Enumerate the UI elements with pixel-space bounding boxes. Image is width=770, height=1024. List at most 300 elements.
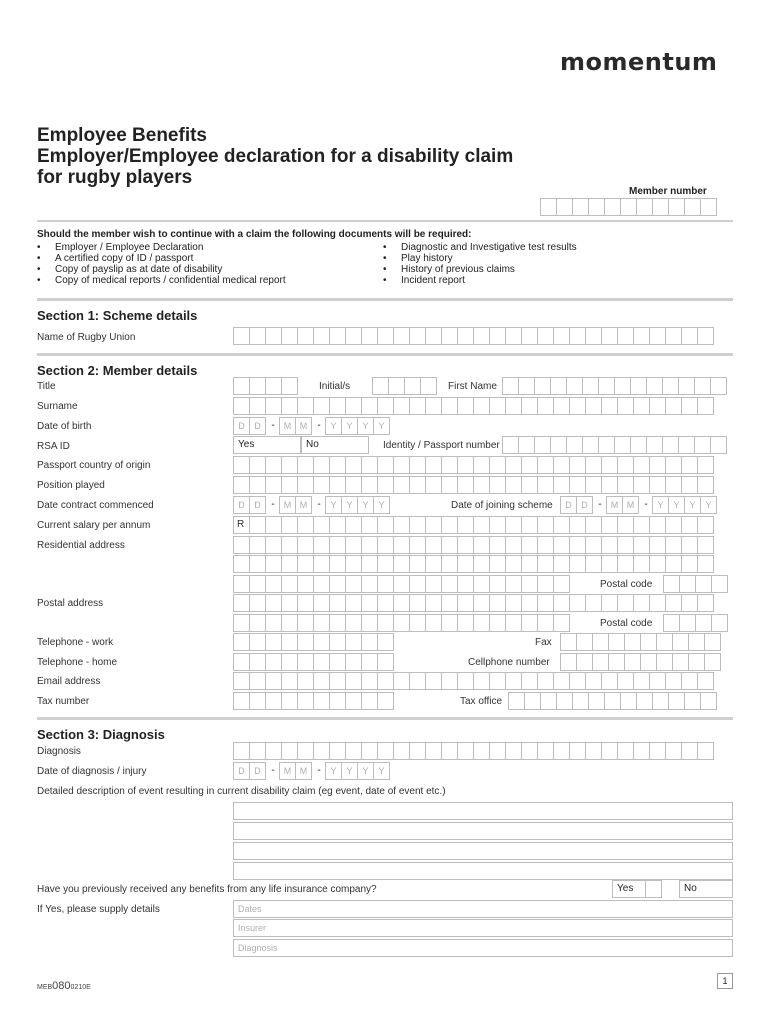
char-box[interactable] — [681, 536, 698, 554]
char-box[interactable] — [624, 653, 641, 671]
char-box[interactable] — [569, 742, 586, 760]
char-box[interactable] — [297, 327, 314, 345]
char-box[interactable] — [534, 436, 551, 454]
char-box[interactable] — [393, 575, 410, 593]
char-box[interactable] — [457, 476, 474, 494]
char-box[interactable] — [697, 555, 714, 573]
char-box[interactable] — [662, 436, 679, 454]
char-box[interactable] — [377, 456, 394, 474]
char-box[interactable] — [393, 594, 410, 612]
char-box[interactable] — [560, 633, 577, 651]
char-box[interactable] — [550, 436, 567, 454]
char-box[interactable] — [233, 633, 250, 651]
date-char-box[interactable]: M — [295, 417, 312, 435]
char-box[interactable] — [377, 476, 394, 494]
char-box[interactable] — [681, 327, 698, 345]
char-box[interactable] — [345, 692, 362, 710]
char-box[interactable] — [665, 594, 682, 612]
char-box[interactable] — [393, 614, 410, 632]
char-box[interactable] — [665, 397, 682, 415]
residential-address-line1[interactable] — [233, 536, 714, 554]
char-box[interactable] — [409, 594, 426, 612]
char-box[interactable] — [710, 377, 727, 395]
char-box[interactable] — [409, 536, 426, 554]
char-box[interactable] — [617, 476, 634, 494]
char-box[interactable] — [521, 672, 538, 690]
char-box[interactable] — [521, 575, 538, 593]
char-box[interactable] — [329, 594, 346, 612]
char-box[interactable] — [649, 672, 666, 690]
char-box[interactable] — [489, 575, 506, 593]
char-box[interactable] — [345, 536, 362, 554]
char-box[interactable] — [681, 516, 698, 534]
char-box[interactable] — [681, 555, 698, 573]
char-box[interactable] — [345, 742, 362, 760]
char-box[interactable] — [457, 672, 474, 690]
char-box[interactable] — [569, 456, 586, 474]
char-box[interactable] — [649, 397, 666, 415]
date-char-box[interactable]: Y — [357, 417, 374, 435]
char-box[interactable] — [377, 536, 394, 554]
char-box[interactable] — [505, 575, 522, 593]
char-box[interactable] — [614, 377, 631, 395]
char-box[interactable] — [393, 555, 410, 573]
char-box[interactable] — [556, 198, 573, 216]
char-box[interactable] — [388, 377, 405, 395]
char-box[interactable] — [617, 594, 634, 612]
char-box[interactable] — [592, 633, 609, 651]
char-box[interactable] — [505, 327, 522, 345]
char-box[interactable] — [697, 742, 714, 760]
char-box[interactable] — [265, 397, 282, 415]
char-box[interactable] — [585, 476, 602, 494]
char-box[interactable] — [329, 516, 346, 534]
char-box[interactable] — [457, 327, 474, 345]
char-box[interactable] — [630, 377, 647, 395]
char-box[interactable] — [505, 614, 522, 632]
char-box[interactable] — [281, 692, 298, 710]
char-box[interactable] — [537, 614, 554, 632]
char-box[interactable] — [233, 327, 250, 345]
char-box[interactable] — [361, 536, 378, 554]
member-number-input[interactable] — [540, 198, 717, 216]
char-box[interactable] — [425, 476, 442, 494]
char-box[interactable] — [425, 536, 442, 554]
char-box[interactable] — [473, 397, 490, 415]
char-box[interactable] — [521, 555, 538, 573]
char-box[interactable] — [329, 575, 346, 593]
char-box[interactable] — [521, 516, 538, 534]
date-char-box[interactable]: Y — [684, 496, 701, 514]
char-box[interactable] — [585, 594, 602, 612]
char-box[interactable] — [665, 327, 682, 345]
char-box[interactable] — [614, 436, 631, 454]
char-box[interactable] — [233, 476, 250, 494]
char-box[interactable] — [566, 377, 583, 395]
char-box[interactable] — [711, 614, 728, 632]
char-box[interactable] — [576, 633, 593, 651]
char-box[interactable] — [441, 327, 458, 345]
char-box[interactable] — [281, 555, 298, 573]
char-box[interactable] — [598, 436, 615, 454]
char-box[interactable] — [633, 742, 650, 760]
char-box[interactable] — [633, 476, 650, 494]
char-box[interactable] — [265, 516, 282, 534]
char-box[interactable] — [393, 536, 410, 554]
rsa-id-no-option[interactable]: No — [301, 436, 369, 454]
char-box[interactable] — [537, 742, 554, 760]
char-box[interactable] — [361, 327, 378, 345]
char-box[interactable] — [553, 397, 570, 415]
date-char-box[interactable]: D — [249, 496, 266, 514]
char-box[interactable] — [576, 653, 593, 671]
char-box[interactable] — [665, 672, 682, 690]
tel-work-input[interactable] — [233, 633, 394, 651]
char-box[interactable] — [537, 594, 554, 612]
char-box[interactable] — [534, 377, 551, 395]
char-box[interactable] — [633, 594, 650, 612]
date-char-box[interactable]: Y — [373, 417, 390, 435]
char-box[interactable] — [663, 575, 680, 593]
char-box[interactable] — [377, 594, 394, 612]
char-box[interactable] — [553, 742, 570, 760]
char-box[interactable] — [640, 653, 657, 671]
char-box[interactable] — [473, 555, 490, 573]
char-box[interactable] — [569, 327, 586, 345]
initials-input[interactable] — [372, 377, 437, 395]
char-box[interactable] — [313, 397, 330, 415]
char-box[interactable] — [265, 327, 282, 345]
char-box[interactable] — [297, 633, 314, 651]
char-box[interactable] — [345, 672, 362, 690]
char-box[interactable] — [329, 692, 346, 710]
char-box[interactable] — [505, 456, 522, 474]
description-line2[interactable] — [233, 822, 733, 840]
char-box[interactable] — [345, 456, 362, 474]
char-box[interactable] — [553, 516, 570, 534]
char-box[interactable] — [457, 614, 474, 632]
char-box[interactable] — [393, 456, 410, 474]
char-box[interactable] — [457, 516, 474, 534]
char-box[interactable] — [297, 476, 314, 494]
char-box[interactable] — [361, 397, 378, 415]
char-box[interactable] — [521, 536, 538, 554]
char-box[interactable] — [489, 742, 506, 760]
char-box[interactable] — [249, 327, 266, 345]
char-box[interactable] — [681, 456, 698, 474]
char-box[interactable] — [560, 653, 577, 671]
email-input[interactable] — [233, 672, 714, 690]
char-box[interactable] — [233, 614, 250, 632]
postal-address-line2[interactable] — [233, 614, 570, 632]
char-box[interactable] — [521, 456, 538, 474]
char-box[interactable] — [441, 516, 458, 534]
description-line1[interactable] — [233, 802, 733, 820]
char-box[interactable] — [601, 594, 618, 612]
char-box[interactable] — [624, 633, 641, 651]
char-box[interactable] — [313, 594, 330, 612]
char-box[interactable] — [313, 653, 330, 671]
char-box[interactable] — [313, 633, 330, 651]
char-box[interactable] — [697, 456, 714, 474]
char-box[interactable] — [377, 516, 394, 534]
date-char-box[interactable]: M — [295, 496, 312, 514]
char-box[interactable] — [665, 516, 682, 534]
date-char-box[interactable]: M — [279, 496, 296, 514]
char-box[interactable] — [409, 397, 426, 415]
char-box[interactable] — [265, 653, 282, 671]
id-passport-input[interactable] — [502, 436, 727, 454]
char-box[interactable] — [521, 594, 538, 612]
previous-benefits-yes-checkbox[interactable] — [645, 880, 662, 898]
salary-input[interactable] — [233, 516, 714, 534]
char-box[interactable] — [457, 555, 474, 573]
char-box[interactable] — [265, 377, 282, 395]
char-box[interactable] — [598, 377, 615, 395]
char-box[interactable] — [489, 327, 506, 345]
date-char-box[interactable]: Y — [357, 496, 374, 514]
char-box[interactable] — [281, 327, 298, 345]
char-box[interactable] — [633, 456, 650, 474]
char-box[interactable] — [329, 653, 346, 671]
char-box[interactable] — [441, 742, 458, 760]
date-char-box[interactable]: Y — [341, 417, 358, 435]
char-box[interactable] — [585, 327, 602, 345]
char-box[interactable] — [361, 456, 378, 474]
char-box[interactable] — [652, 198, 669, 216]
char-box[interactable] — [652, 692, 669, 710]
char-box[interactable] — [409, 456, 426, 474]
char-box[interactable] — [633, 327, 650, 345]
char-box[interactable] — [281, 456, 298, 474]
char-box[interactable] — [345, 397, 362, 415]
char-box[interactable] — [649, 476, 666, 494]
char-box[interactable] — [313, 614, 330, 632]
date-char-box[interactable]: D — [233, 762, 250, 780]
char-box[interactable] — [553, 594, 570, 612]
char-box[interactable] — [663, 614, 680, 632]
char-box[interactable] — [537, 555, 554, 573]
joining-date-input[interactable] — [560, 496, 717, 514]
date-char-box[interactable]: M — [295, 762, 312, 780]
dob-input[interactable] — [233, 417, 390, 435]
char-box[interactable] — [524, 692, 541, 710]
char-box[interactable] — [409, 555, 426, 573]
char-box[interactable] — [649, 536, 666, 554]
char-box[interactable] — [649, 456, 666, 474]
char-box[interactable] — [297, 555, 314, 573]
char-box[interactable] — [521, 614, 538, 632]
contract-date-input[interactable] — [233, 496, 390, 514]
char-box[interactable] — [409, 327, 426, 345]
char-box[interactable] — [601, 672, 618, 690]
char-box[interactable] — [377, 575, 394, 593]
char-box[interactable] — [473, 327, 490, 345]
char-box[interactable] — [553, 536, 570, 554]
char-box[interactable] — [249, 672, 266, 690]
char-box[interactable] — [297, 575, 314, 593]
char-box[interactable] — [473, 614, 490, 632]
char-box[interactable] — [329, 476, 346, 494]
date-char-box[interactable]: Y — [341, 496, 358, 514]
char-box[interactable] — [697, 594, 714, 612]
char-box[interactable] — [620, 692, 637, 710]
char-box[interactable] — [425, 555, 442, 573]
char-box[interactable] — [569, 672, 586, 690]
char-box[interactable] — [553, 575, 570, 593]
char-box[interactable] — [425, 327, 442, 345]
char-box[interactable] — [425, 594, 442, 612]
char-box[interactable] — [281, 516, 298, 534]
char-box[interactable] — [662, 377, 679, 395]
char-box[interactable] — [345, 575, 362, 593]
diagnosis-date-input[interactable] — [233, 762, 390, 780]
tax-office-input[interactable] — [508, 692, 717, 710]
char-box[interactable] — [297, 692, 314, 710]
char-box[interactable] — [665, 456, 682, 474]
char-box[interactable] — [361, 653, 378, 671]
char-box[interactable] — [550, 377, 567, 395]
char-box[interactable] — [265, 633, 282, 651]
char-box[interactable] — [694, 436, 711, 454]
char-box[interactable] — [633, 555, 650, 573]
date-char-box[interactable]: Y — [373, 762, 390, 780]
char-box[interactable] — [681, 397, 698, 415]
char-box[interactable] — [249, 397, 266, 415]
char-box[interactable] — [441, 672, 458, 690]
char-box[interactable] — [377, 555, 394, 573]
char-box[interactable] — [441, 536, 458, 554]
char-box[interactable] — [233, 555, 250, 573]
char-box[interactable] — [313, 327, 330, 345]
char-box[interactable] — [249, 536, 266, 554]
char-box[interactable] — [681, 476, 698, 494]
diagnosis-input[interactable] — [233, 742, 714, 760]
char-box[interactable] — [537, 476, 554, 494]
char-box[interactable] — [569, 516, 586, 534]
char-box[interactable] — [617, 536, 634, 554]
char-box[interactable] — [361, 692, 378, 710]
char-box[interactable] — [313, 575, 330, 593]
char-box[interactable] — [233, 456, 250, 474]
char-box[interactable] — [409, 742, 426, 760]
char-box[interactable] — [425, 742, 442, 760]
char-box[interactable] — [489, 456, 506, 474]
char-box[interactable] — [345, 633, 362, 651]
char-box[interactable] — [604, 198, 621, 216]
char-box[interactable] — [505, 555, 522, 573]
char-box[interactable] — [668, 198, 685, 216]
char-box[interactable] — [601, 742, 618, 760]
char-box[interactable] — [672, 653, 689, 671]
char-box[interactable] — [377, 672, 394, 690]
char-box[interactable] — [345, 476, 362, 494]
char-box[interactable] — [425, 516, 442, 534]
char-box[interactable] — [521, 397, 538, 415]
char-box[interactable] — [473, 742, 490, 760]
char-box[interactable] — [601, 327, 618, 345]
tel-home-input[interactable] — [233, 653, 394, 671]
char-box[interactable] — [345, 516, 362, 534]
char-box[interactable] — [329, 327, 346, 345]
char-box[interactable] — [233, 594, 250, 612]
char-box[interactable] — [617, 742, 634, 760]
char-box[interactable] — [372, 377, 389, 395]
char-box[interactable] — [681, 672, 698, 690]
char-box[interactable] — [489, 614, 506, 632]
char-box[interactable] — [585, 742, 602, 760]
char-box[interactable] — [604, 692, 621, 710]
date-char-box[interactable]: D — [576, 496, 593, 514]
char-box[interactable] — [505, 476, 522, 494]
char-box[interactable] — [681, 594, 698, 612]
char-box[interactable] — [233, 536, 250, 554]
char-box[interactable] — [665, 742, 682, 760]
char-box[interactable] — [489, 555, 506, 573]
char-box[interactable] — [630, 436, 647, 454]
date-char-box[interactable]: D — [233, 417, 250, 435]
char-box[interactable] — [297, 456, 314, 474]
char-box[interactable] — [649, 327, 666, 345]
char-box[interactable] — [582, 436, 599, 454]
char-box[interactable] — [656, 653, 673, 671]
char-box[interactable] — [537, 397, 554, 415]
date-char-box[interactable]: Y — [325, 417, 342, 435]
char-box[interactable] — [553, 456, 570, 474]
char-box[interactable] — [505, 742, 522, 760]
char-box[interactable] — [281, 614, 298, 632]
date-char-box[interactable]: Y — [700, 496, 717, 514]
char-box[interactable] — [329, 742, 346, 760]
char-box[interactable] — [679, 575, 696, 593]
char-box[interactable] — [537, 516, 554, 534]
char-box[interactable] — [425, 456, 442, 474]
char-box[interactable] — [441, 456, 458, 474]
char-box[interactable] — [441, 594, 458, 612]
char-box[interactable] — [505, 536, 522, 554]
postal-address-line1[interactable] — [233, 594, 714, 612]
char-box[interactable] — [297, 397, 314, 415]
residential-address-line2[interactable] — [233, 555, 714, 573]
char-box[interactable] — [601, 476, 618, 494]
char-box[interactable] — [695, 614, 712, 632]
first-name-input[interactable] — [502, 377, 727, 395]
char-box[interactable] — [553, 672, 570, 690]
char-box[interactable] — [297, 742, 314, 760]
char-box[interactable] — [313, 692, 330, 710]
char-box[interactable] — [361, 476, 378, 494]
char-box[interactable] — [265, 575, 282, 593]
char-box[interactable] — [313, 555, 330, 573]
char-box[interactable] — [646, 436, 663, 454]
char-box[interactable] — [636, 198, 653, 216]
char-box[interactable] — [425, 575, 442, 593]
postal-code-input[interactable] — [663, 614, 728, 632]
char-box[interactable] — [265, 742, 282, 760]
char-box[interactable] — [265, 555, 282, 573]
char-box[interactable] — [711, 575, 728, 593]
char-box[interactable] — [233, 575, 250, 593]
char-box[interactable] — [377, 397, 394, 415]
char-box[interactable] — [572, 692, 589, 710]
char-box[interactable] — [265, 536, 282, 554]
char-box[interactable] — [588, 692, 605, 710]
char-box[interactable] — [345, 614, 362, 632]
char-box[interactable] — [281, 594, 298, 612]
char-box[interactable] — [633, 516, 650, 534]
char-box[interactable] — [665, 536, 682, 554]
char-box[interactable] — [633, 397, 650, 415]
